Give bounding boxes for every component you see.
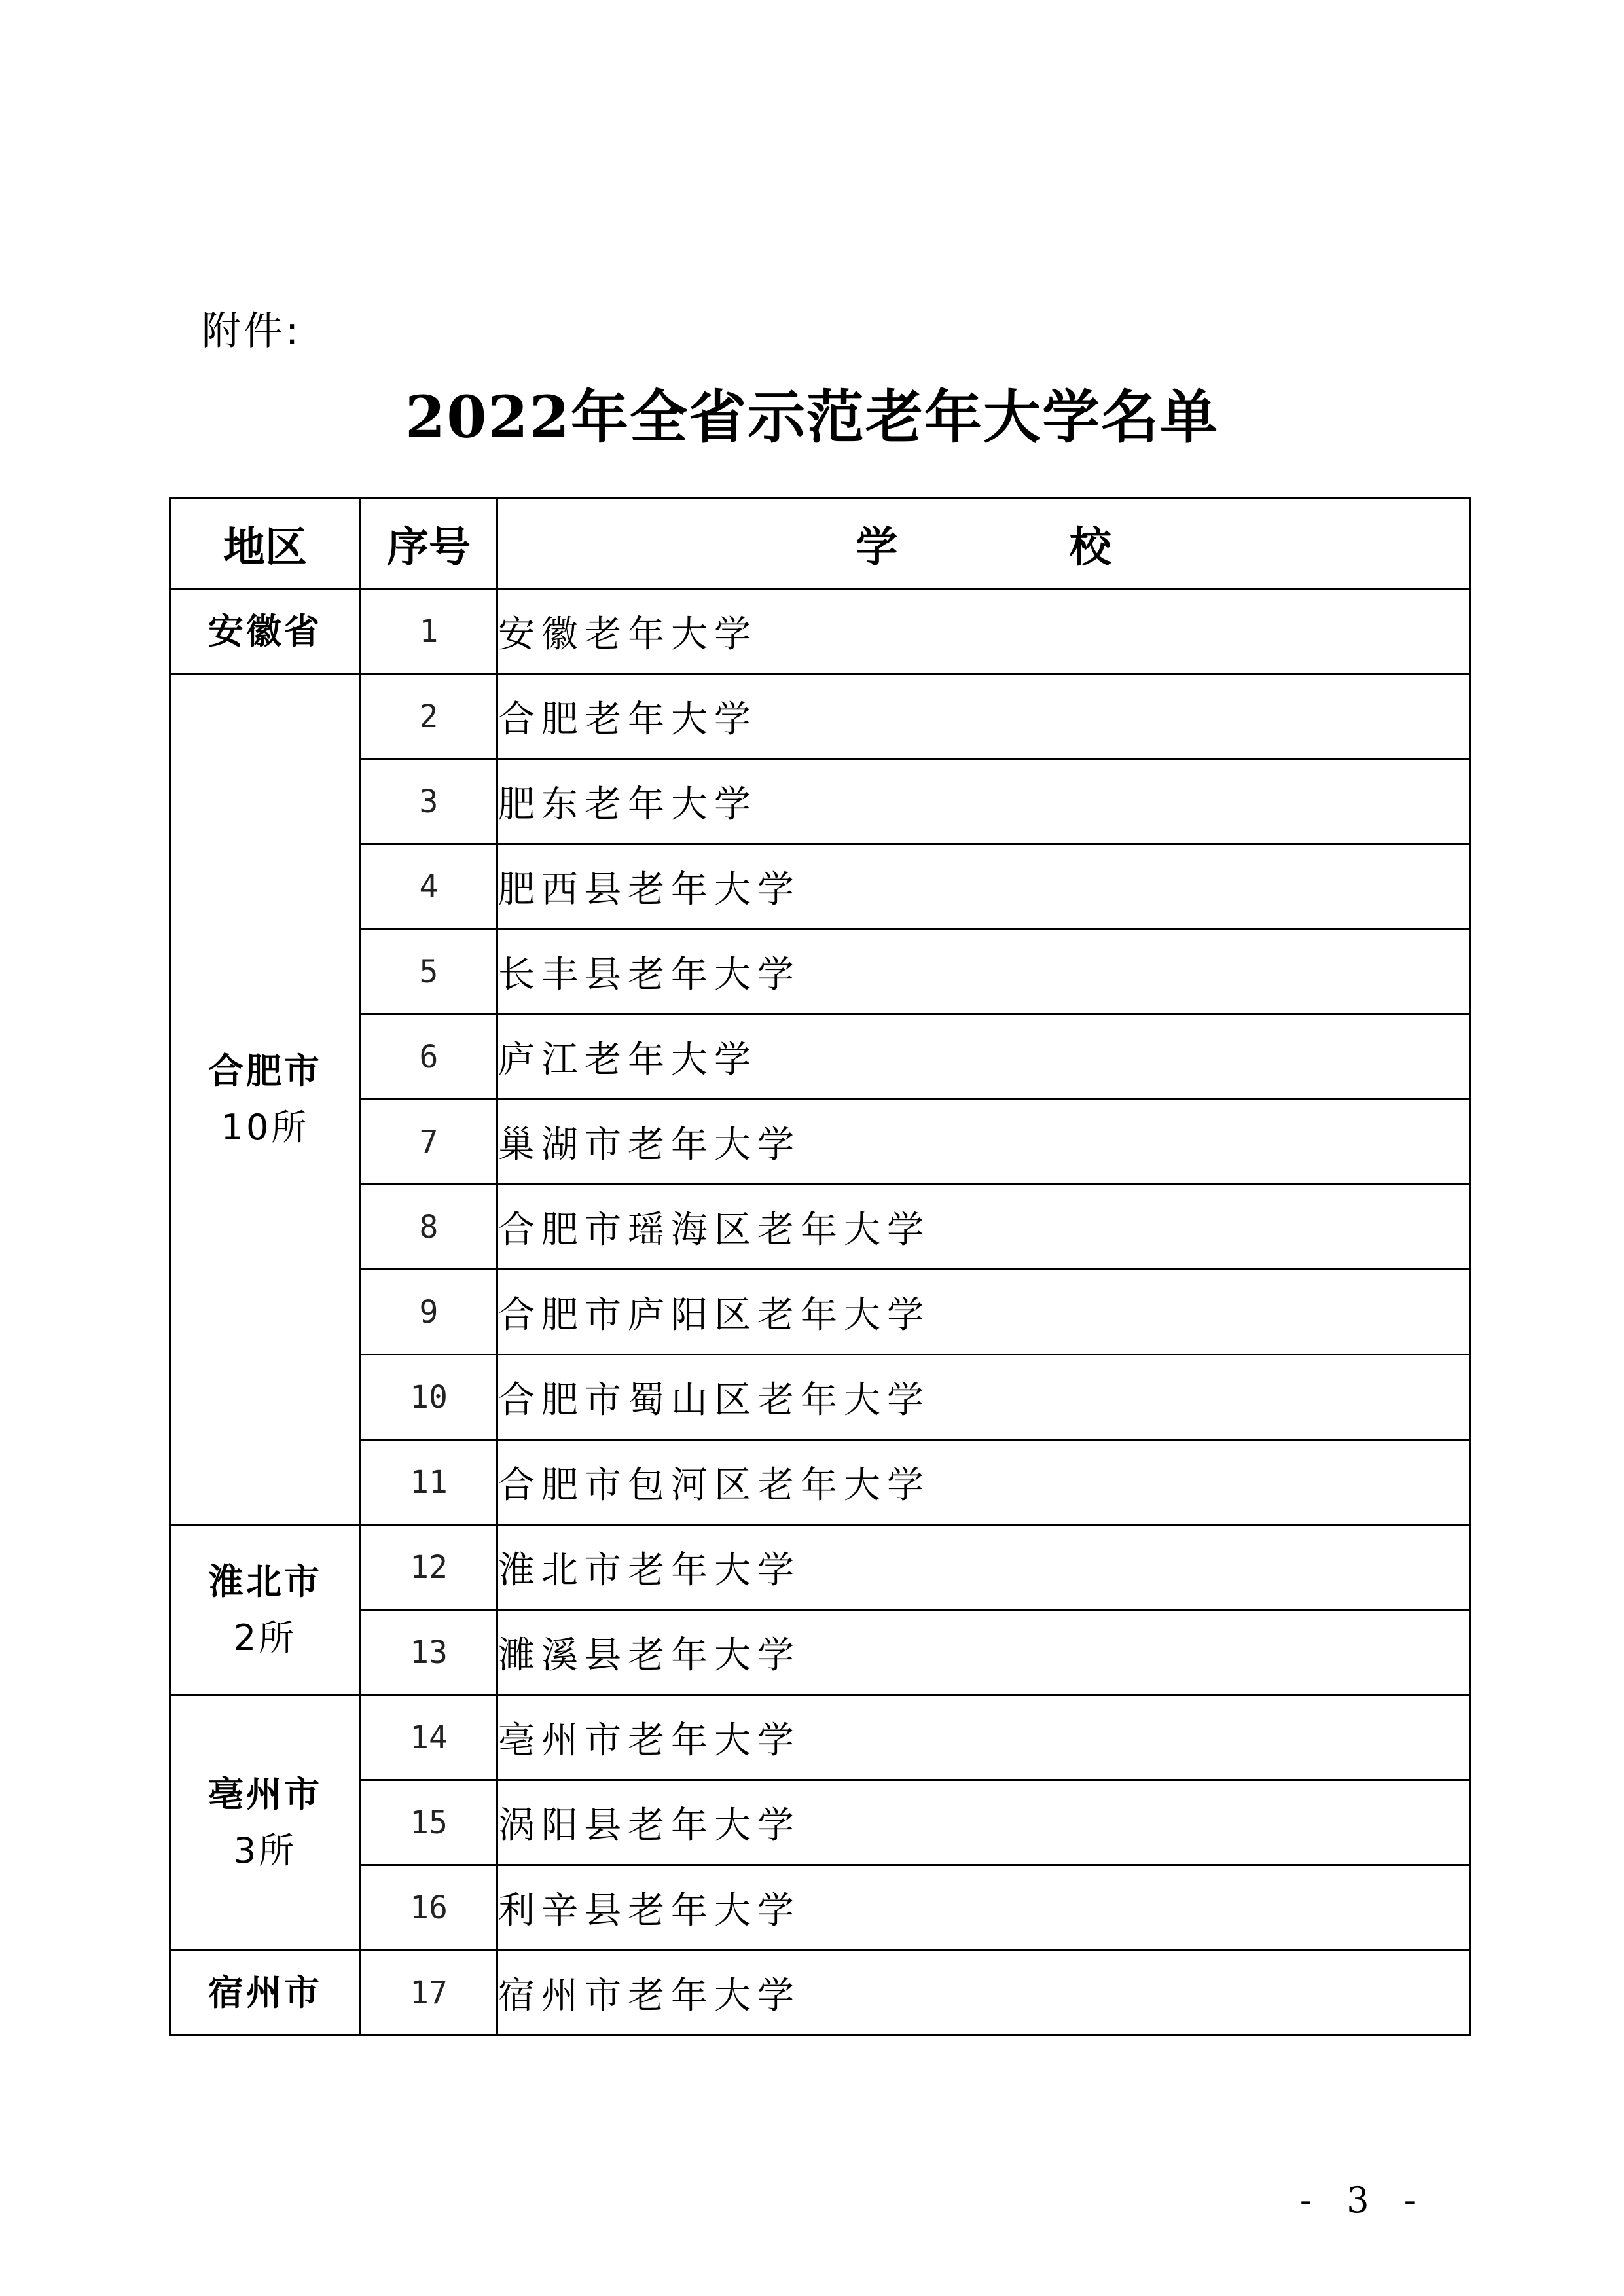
region-name: 安徽省 <box>208 610 322 652</box>
table-row <box>170 1355 1470 1440</box>
region-name: 宿州市 <box>208 1971 322 2013</box>
school-name: 庐江老年大学 <box>497 1014 1470 1100</box>
table-row <box>170 759 1470 844</box>
document-title: 2022年全省示范老年大学名单 <box>405 383 1219 451</box>
school-name: 亳州市老年大学 <box>497 1695 1470 1780</box>
row-number: 9 <box>361 1270 497 1355</box>
table-row <box>170 1610 1470 1695</box>
school-name: 安徽老年大学 <box>497 589 1470 674</box>
region-count: 2所 <box>233 1617 297 1659</box>
table-row <box>170 1695 1470 1780</box>
table-row <box>170 1865 1470 1950</box>
header-school <box>497 499 1470 589</box>
school-name: 合肥老年大学 <box>497 674 1470 759</box>
row-number: 6 <box>361 1014 497 1100</box>
school-list-table <box>169 497 1471 2036</box>
school-name: 涡阳县老年大学 <box>497 1780 1470 1865</box>
table-header-row <box>170 499 1470 589</box>
table-row <box>170 1525 1470 1610</box>
page-number: - 3 - <box>1299 2179 1428 2221</box>
table-row <box>170 929 1470 1014</box>
school-name: 巢湖市老年大学 <box>497 1100 1470 1185</box>
school-name: 肥东老年大学 <box>497 759 1470 844</box>
row-number: 3 <box>361 759 497 844</box>
region-name: 淮北市 <box>208 1560 322 1602</box>
table-row <box>170 1780 1470 1865</box>
table-row <box>170 1014 1470 1100</box>
school-name: 淮北市老年大学 <box>497 1525 1470 1610</box>
table-body <box>170 589 1470 2036</box>
region-cell <box>170 1695 361 1950</box>
school-name: 合肥市包河区老年大学 <box>497 1440 1470 1525</box>
row-number: 2 <box>361 674 497 759</box>
header-school-label: 学 校 <box>856 523 1190 572</box>
school-name: 长丰县老年大学 <box>497 929 1470 1014</box>
region-name: 合肥市 <box>208 1050 322 1092</box>
region-cell <box>170 1525 361 1695</box>
row-number: 16 <box>361 1865 497 1950</box>
row-number: 15 <box>361 1780 497 1865</box>
table-row <box>170 1100 1470 1185</box>
header-number: 序号 <box>361 499 497 589</box>
school-name: 宿州市老年大学 <box>497 1950 1470 2036</box>
row-number: 1 <box>361 589 497 674</box>
row-number: 12 <box>361 1525 497 1610</box>
table-row <box>170 1270 1470 1355</box>
region-cell <box>170 1950 361 2036</box>
school-name: 合肥市庐阳区老年大学 <box>497 1270 1470 1355</box>
school-name: 濉溪县老年大学 <box>497 1610 1470 1695</box>
row-number: 8 <box>361 1185 497 1270</box>
region-cell <box>170 674 361 1525</box>
table-row <box>170 589 1470 674</box>
school-name: 合肥市瑶海区老年大学 <box>497 1185 1470 1270</box>
table-row <box>170 674 1470 759</box>
table-row <box>170 1440 1470 1525</box>
row-number: 13 <box>361 1610 497 1695</box>
row-number: 5 <box>361 929 497 1014</box>
row-number: 14 <box>361 1695 497 1780</box>
attachment-label: 附件: <box>202 308 302 354</box>
school-name: 合肥市蜀山区老年大学 <box>497 1355 1470 1440</box>
table-row <box>170 1185 1470 1270</box>
school-name: 利辛县老年大学 <box>497 1865 1470 1950</box>
row-number: 10 <box>361 1355 497 1440</box>
row-number: 11 <box>361 1440 497 1525</box>
header-region: 地区 <box>170 499 361 589</box>
row-number: 4 <box>361 844 497 929</box>
table-row <box>170 844 1470 929</box>
row-number: 17 <box>361 1950 497 2036</box>
row-number: 7 <box>361 1100 497 1185</box>
school-name: 肥西县老年大学 <box>497 844 1470 929</box>
table-row <box>170 1950 1470 2036</box>
region-cell <box>170 589 361 674</box>
region-name: 亳州市 <box>208 1773 322 1815</box>
region-count: 3所 <box>233 1829 297 1871</box>
region-count: 10所 <box>221 1106 310 1148</box>
